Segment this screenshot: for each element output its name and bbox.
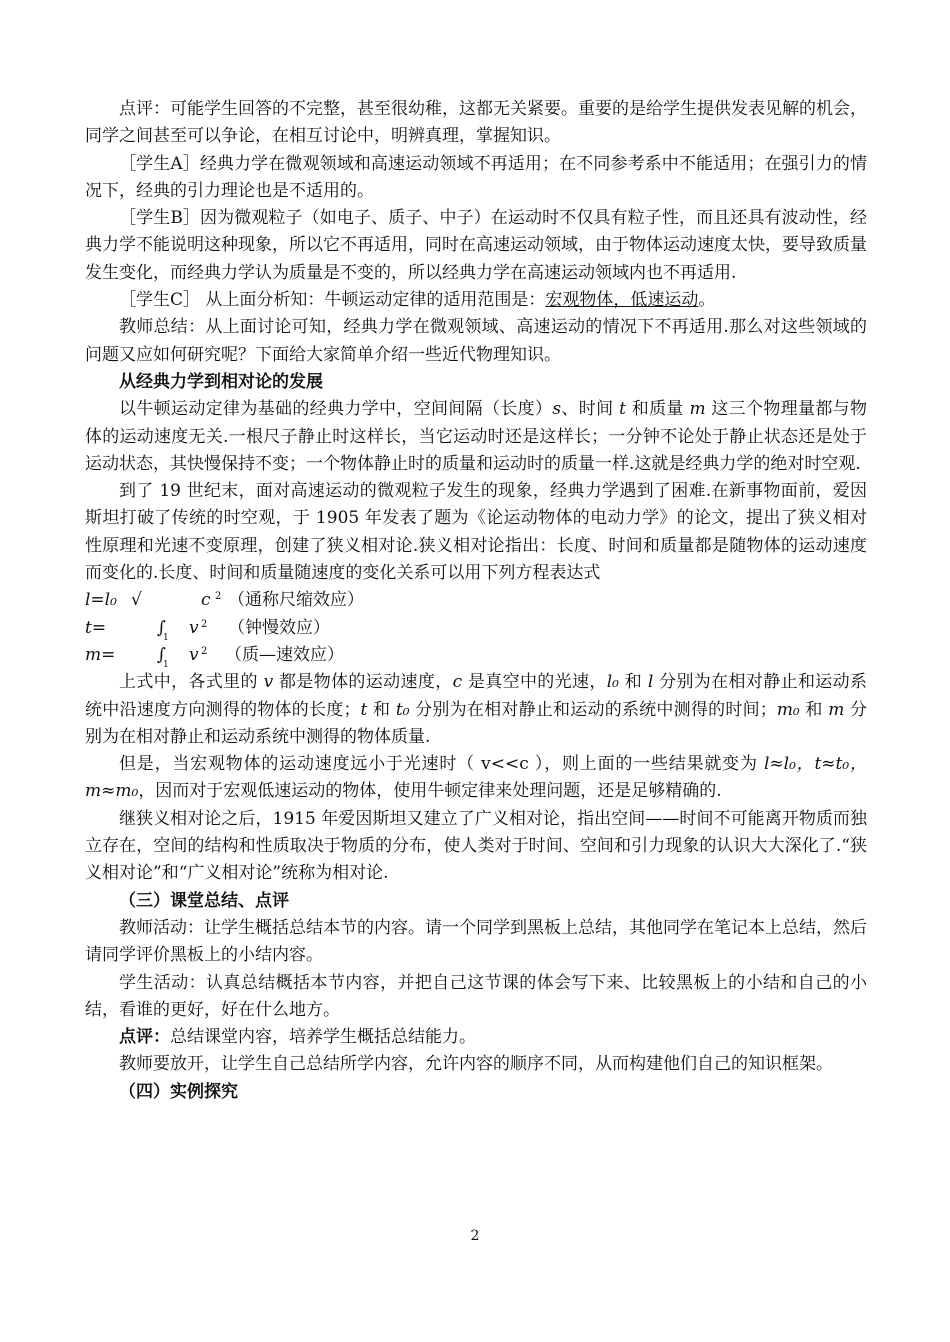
student-a-paragraph: ［学生A］经典力学在微观领域和高速运动领域不再适用；在不同参考系中不能适用；在强引力的情况下，经典的引力理论也是不适用的。 xyxy=(85,153,867,201)
text-span: 这三个物理量都与物体的运动速度无关.一根尺子静止时这样长，当它运动时还是这样长；一分钟不论处于静止状态还是处于运动状态，其快慢保持不变；一个物体静止时的质量和运动时的质量一样.这就是经典力学的绝对时空观. xyxy=(85,399,868,474)
symbol-m: m xyxy=(828,699,845,720)
text-span: 和质量 xyxy=(626,399,690,420)
text-span: 都是物体的运动速度， xyxy=(273,672,453,693)
comment-paragraph: 点评：可能学生回答的不完整，甚至很幼稚，这都无关紧要。重要的是给学生提供发表见解的机会，同学之间甚至可以争论，在相互讨论中，明辨真理，掌握知识。 xyxy=(85,99,867,147)
teacher-openness-paragraph: 教师要放开，让学生自己总结所学内容，允许内容的顺序不同，从而构建他们自己的知识框架。 xyxy=(119,1054,833,1075)
formula-note: （质—速效应） xyxy=(225,644,344,665)
formula-mass-velocity xyxy=(85,642,867,669)
formula-fragment: v xyxy=(189,617,199,638)
student-b-paragraph: ［学生B］因为微观粒子（如电子、质子、中子）在运动时不仅具有粒子性，而且还具有波动性，经典力学不能说明这种现象，所以它不再适用，同时在高速运动领域，由于物体运动速度太快，要导致质量发生变化，而经典力学认为质量是不变的，所以经典力学在高速运动领域内也不再适用. xyxy=(85,208,867,283)
formula-note: （钟慢效应） xyxy=(228,617,330,638)
review-label: 点评： xyxy=(119,1027,170,1048)
text-span: 上式中，各式里的 xyxy=(119,672,264,693)
section-heading-examples: （四）实例探究 xyxy=(119,1081,238,1102)
student-c-prefix: ［学生C］ 从上面分析知：牛顿运动定律的适用范围是： xyxy=(119,290,546,311)
student-activity-paragraph: 学生活动：认真总结概括本节内容，并把自己这节课的体会写下来、比较黑板上的小结和自己的小结，看谁的更好，好在什么地方。 xyxy=(85,972,867,1020)
general-relativity-paragraph: 继狭义相对论之后，1915 年爱因斯坦又建立了广义相对论，指出空间——时间不可能离开物质而独立存在，空间的结构和性质取决于物质的分布，使人类对于时间、空间和引力现象的认识大大深化了.“狭义相对论”和“广义相对论”统称为相对论. xyxy=(85,808,867,884)
formula-note: （通称尺缩效应） xyxy=(228,590,364,611)
symbol-c: c xyxy=(452,672,463,693)
symbol-s: s xyxy=(552,399,562,420)
approximation-relations: l≈l₀，t≈t₀，m≈m₀ xyxy=(85,754,867,802)
text-span: 但是，当宏观物体的运动速度远小于光速时（ v<<c ），则上面的一些结果就变为 xyxy=(119,754,764,775)
formula-subscript: 1 xyxy=(163,632,169,643)
low-speed-paragraph xyxy=(85,751,867,806)
text-span: 分别为在相对静止和运动系统中沿速度方向测得的物体的长度； xyxy=(85,672,868,720)
text-span: ，因而对于宏观低速运动的物体，使用牛顿定律来处理问题，还是足够精确的. xyxy=(138,781,722,802)
classical-mechanics-paragraph xyxy=(85,396,867,478)
text-span: 和 xyxy=(367,699,396,720)
section-heading-relativity: 从经典力学到相对论的发展 xyxy=(119,371,323,392)
symbol-v: v xyxy=(263,672,274,693)
formula-superscript: 2 xyxy=(201,645,208,657)
review-paragraph xyxy=(85,1024,867,1051)
einstein-paragraph: 到了 19 世纪末，面对高速运动的微观粒子发生的现象，经典力学遇到了困难.在新事物面前，爱因斯坦打破了传统的时空观，于 1905 年发表了题为《论运动物体的电动力学》的论文，提出了狭义相对性原理和光速不变原理，创建了狭义相对论.狭义相对论指出：长度、时间和质量都是随物体的运动速度而变化的.长度、时间和质量随速度的变化关系可以用下列方程表达式 xyxy=(85,481,867,584)
text-span: 以牛顿运动定律为基础的经典力学中，空间间隔（长度） xyxy=(119,399,553,420)
formula-lhs: m= xyxy=(85,644,116,665)
symbol-t: t xyxy=(360,699,368,720)
teacher-activity-paragraph: 教师活动：让学生概括总结本节的内容。请一个同学到黑板上总结，其他同学在笔记本上总结，然后请同学评价黑板上的小结内容。 xyxy=(85,917,867,966)
formula-fragment: c xyxy=(201,590,211,611)
student-c-answer: 宏观物体，低速运动 xyxy=(545,290,699,311)
symbol-l: l xyxy=(647,672,654,693)
student-c-suffix: 。 xyxy=(698,290,716,311)
student-c-paragraph xyxy=(85,287,867,314)
symbol-l0: l₀ xyxy=(606,672,619,693)
teacher-summary-paragraph: 教师总结：从上面讨论可知，经典力学在微观领域、高速运动的情况下不再适用.那么对这些领域的问题又应如何研究呢？下面给大家简单介绍一些近代物理知识。 xyxy=(85,317,867,365)
formula-fragment: √ xyxy=(131,590,142,611)
section-heading-summary: （三）课堂总结、点评 xyxy=(119,890,289,911)
symbol-t: t xyxy=(619,399,626,420)
symbol-t0: t₀ xyxy=(395,699,410,720)
review-text: 总结课堂内容，培养学生概括总结能力。 xyxy=(170,1027,476,1048)
symbol-explanation-paragraph xyxy=(85,669,867,751)
symbol-m0: m₀ xyxy=(776,699,800,720)
text-span: 、时间 xyxy=(561,399,620,420)
formula-lhs: l=l₀ xyxy=(85,590,117,611)
formula-superscript: 2 xyxy=(215,591,222,603)
formula-lhs: t= xyxy=(85,617,107,638)
formula-fragment: ∫ xyxy=(157,617,166,638)
formula-superscript: 2 xyxy=(201,618,208,630)
formula-fragment: v xyxy=(189,644,199,665)
symbol-m: m xyxy=(689,399,706,420)
formula-fragment: ∫ xyxy=(157,644,166,665)
text-span: 分别为在相对静止和运动的系统中测得的时间； xyxy=(409,699,777,720)
text-span: 是真空中的光速， xyxy=(462,672,607,693)
page-number: 2 xyxy=(470,1228,480,1244)
text-span: 分别为在相对静止和运动系统中测得的物体质量. xyxy=(85,699,868,747)
text-span: 和 xyxy=(619,672,648,693)
document-body xyxy=(85,96,867,1106)
formula-subscript: 1 xyxy=(163,659,169,670)
text-span: 和 xyxy=(799,699,829,720)
